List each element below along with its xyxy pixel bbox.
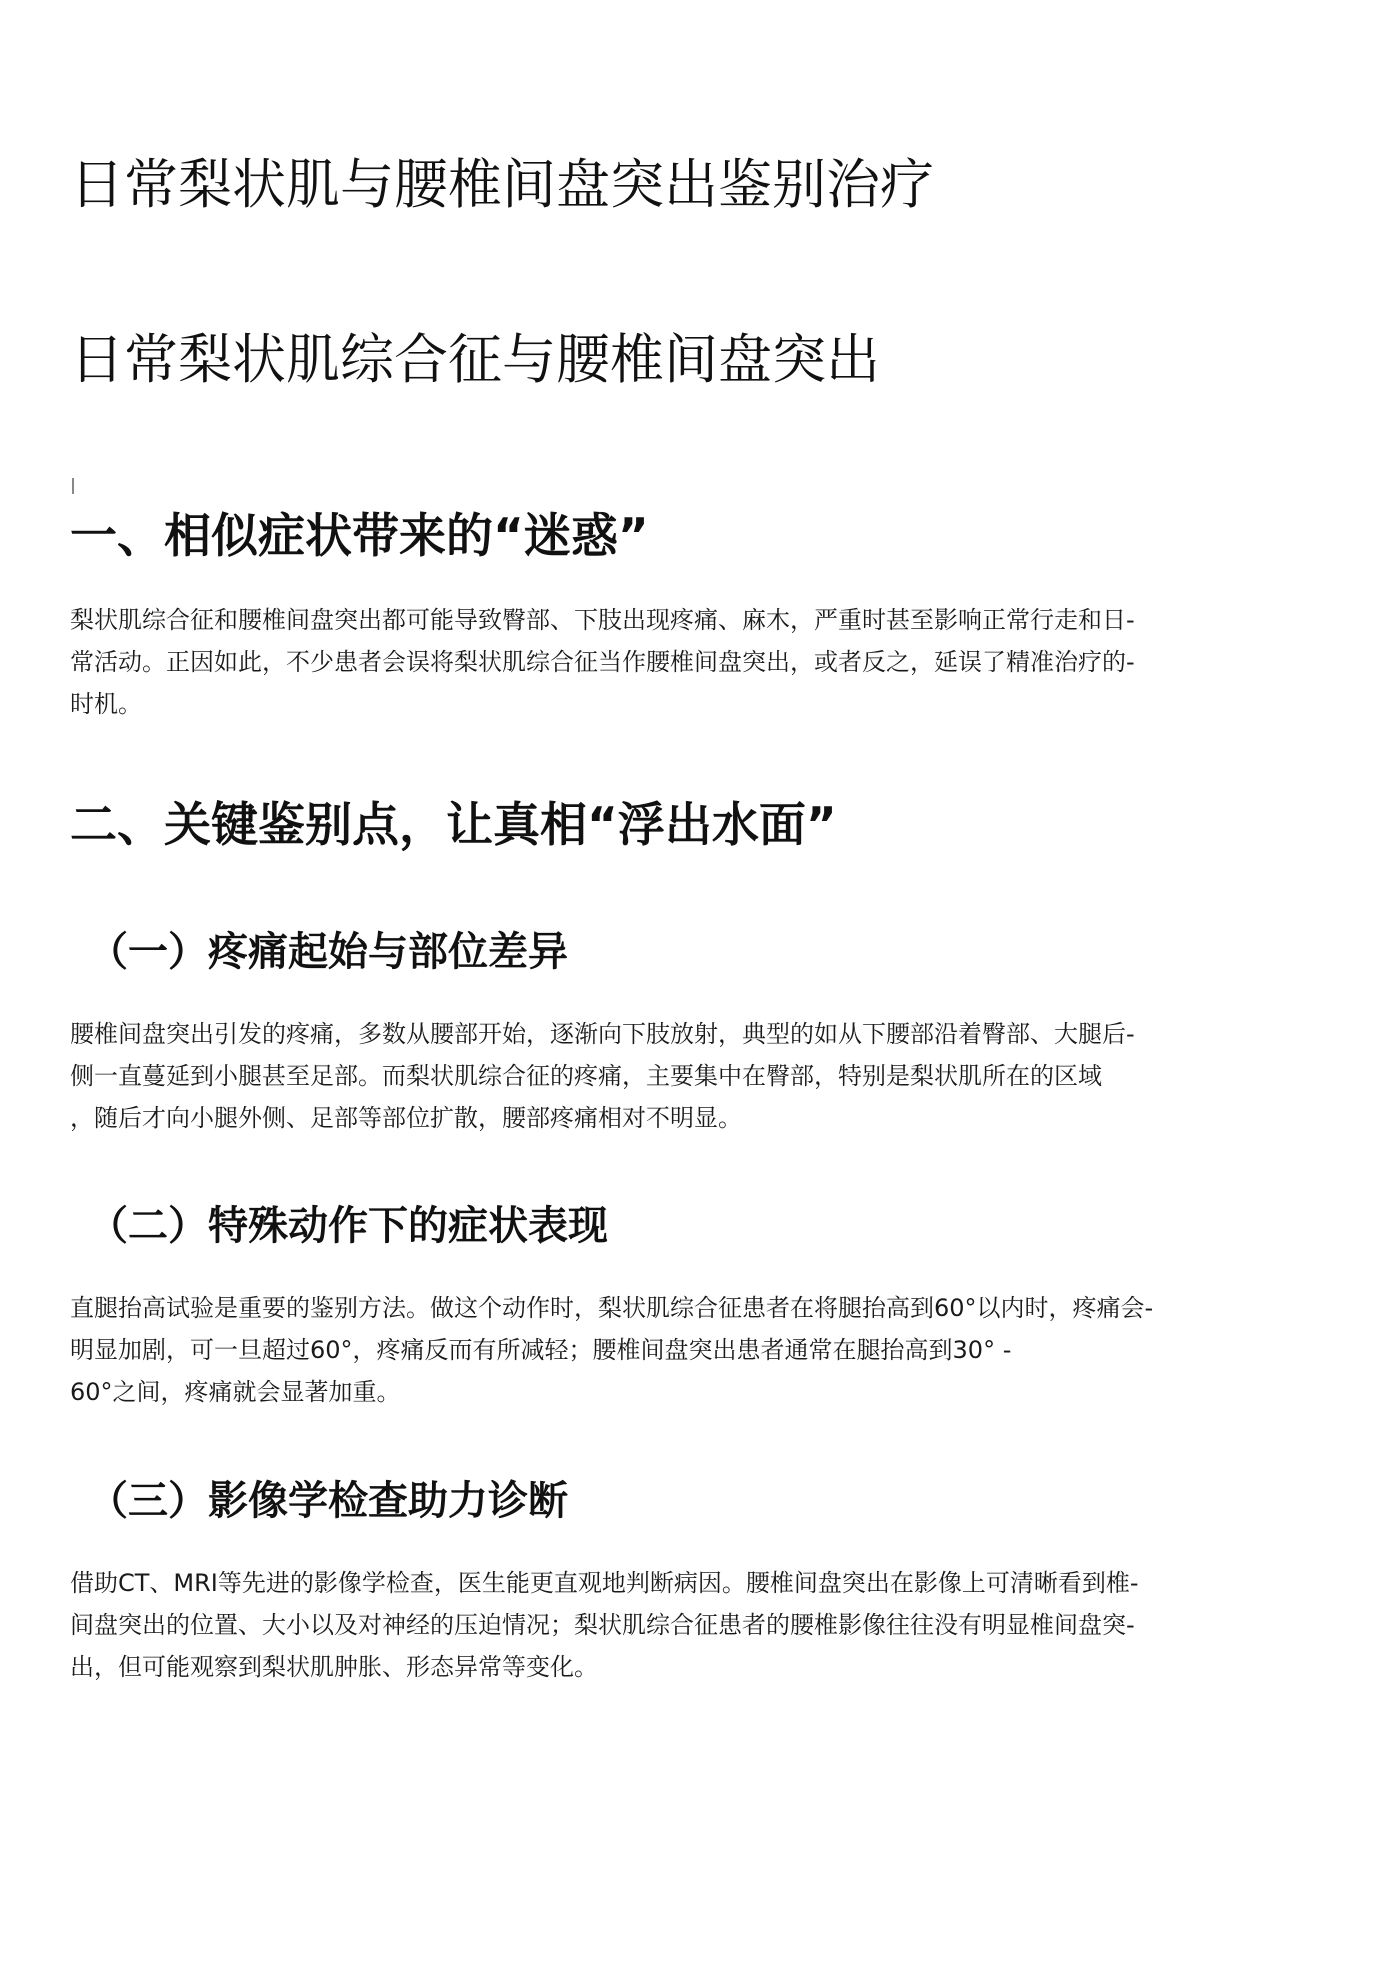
text-cursor-mark bbox=[72, 478, 74, 494]
paragraph-line: 出，但可能观察到梨状肌肿胀、形态异常等变化。 bbox=[70, 1653, 598, 1681]
main-title: 日常梨状肌与腰椎间盘突出鉴别治疗 bbox=[70, 153, 934, 216]
paragraph-line: 直腿抬高试验是重要的鉴别方法。做这个动作时，梨状肌综合征患者在将腿抬高到60°以内时，疼痛会- bbox=[70, 1294, 1154, 1322]
paragraph-line: ，随后才向小腿外侧、足部等部位扩散，腰部疼痛相对不明显。 bbox=[70, 1104, 742, 1132]
subsection-heading-3: （三）影像学检查助力诊断 bbox=[88, 1478, 568, 1524]
paragraph-line: 明显加剧，可一旦超过60°，疼痛反而有所减轻；腰椎间盘突出患者通常在腿抬高到30° - bbox=[70, 1336, 1012, 1364]
paragraph-line: 间盘突出的位置、大小以及对神经的压迫情况；梨状肌综合征患者的腰椎影像往往没有明显椎间盘突- bbox=[70, 1611, 1135, 1639]
paragraph-line: 梨状肌综合征和腰椎间盘突出都可能导致臀部、下肢出现疼痛、麻木，严重时甚至影响正常行走和日- bbox=[70, 606, 1135, 634]
paragraph-line: 时机。 bbox=[70, 690, 142, 718]
subsection-heading-2: （二）特殊动作下的症状表现 bbox=[88, 1203, 608, 1249]
subsection-2-paragraph bbox=[70, 1287, 1340, 1413]
section-heading-1: 一、相似症状带来的“迷惑” bbox=[70, 509, 649, 564]
paragraph-line: 60°之间，疼痛就会显著加重。 bbox=[70, 1378, 401, 1406]
subsection-3-paragraph bbox=[70, 1562, 1340, 1688]
paragraph-line: 借助CT、MRI等先进的影像学检查，医生能更直观地判断病因。腰椎间盘突出在影像上可清晰看到椎- bbox=[70, 1569, 1139, 1597]
section-1-paragraph bbox=[70, 599, 1340, 725]
paragraph-line: 常活动。正因如此，不少患者会误将梨状肌综合征当作腰椎间盘突出，或者反之，延误了精准治疗的- bbox=[70, 648, 1135, 676]
sub-title: 日常梨状肌综合征与腰椎间盘突出 bbox=[70, 328, 880, 391]
subsection-1-paragraph bbox=[70, 1013, 1340, 1139]
subsection-heading-1: （一）疼痛起始与部位差异 bbox=[88, 929, 568, 975]
paragraph-line: 侧一直蔓延到小腿甚至足部。而梨状肌综合征的疼痛，主要集中在臀部，特别是梨状肌所在的区域 bbox=[70, 1062, 1102, 1090]
paragraph-line: 腰椎间盘突出引发的疼痛，多数从腰部开始，逐渐向下肢放射，典型的如从下腰部沿着臀部、大腿后- bbox=[70, 1020, 1135, 1048]
section-heading-2: 二、关键鉴别点，让真相“浮出水面” bbox=[70, 798, 837, 853]
